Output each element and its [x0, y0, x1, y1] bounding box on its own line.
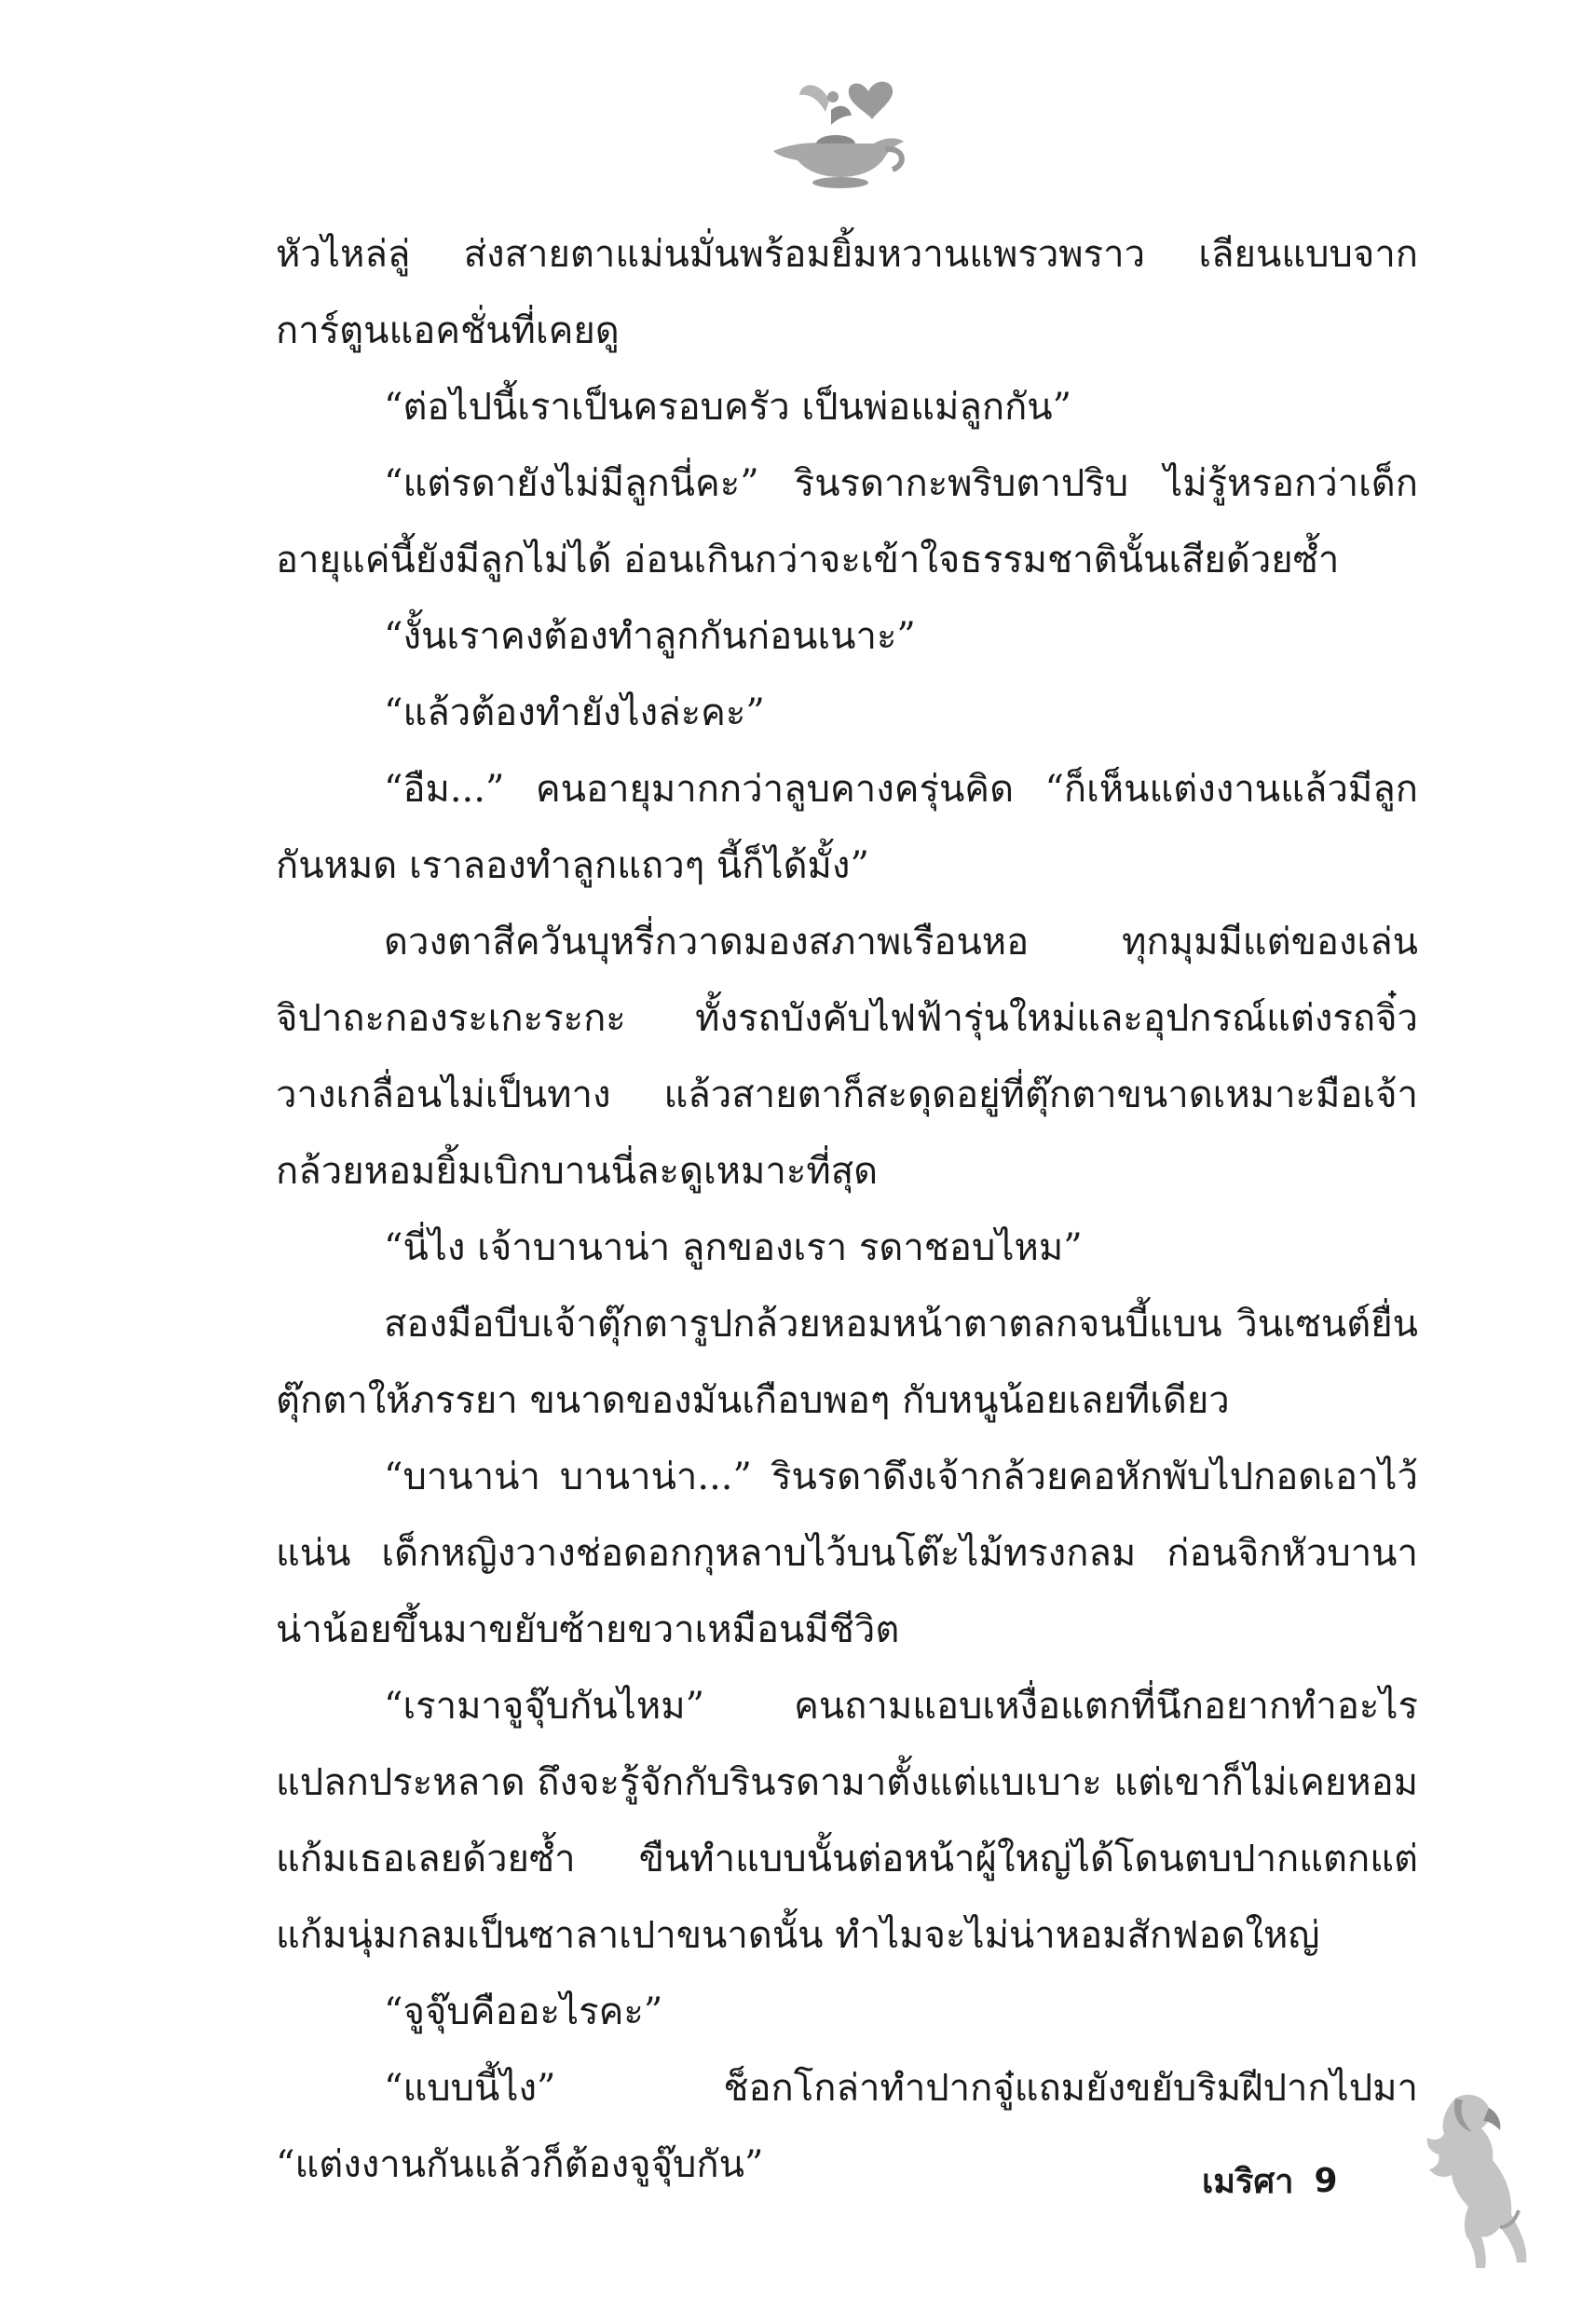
page-footer — [1202, 2153, 1338, 2208]
genie-lamp-icon — [764, 54, 913, 194]
paragraph-8: “นี่ไง เจ้าบานาน่า ลูกของเรา รดาชอบไหม” — [384, 1226, 1083, 1269]
book-title: เมริศา — [1202, 2162, 1294, 2201]
paragraph-10: “บานาน่า บานาน่า...” รินรดาดึงเจ้ากล้วยคอหักพับไปกอดเอาไว้แน่น เด็กหญิงวางช่อดอกกุหลาบไว้บนโต๊ะไม้ทรงกลม ก่อนจิกหัวบานาน่าน้อยขึ้นมาขยับซ้ายขวาเหมือนมีชีวิต — [276, 1456, 1418, 1651]
paragraph-12: “จูจุ๊บคืออะไรคะ” — [384, 1990, 663, 2033]
rearing-horse-icon — [1398, 2087, 1537, 2274]
paragraph-5: “แล้วต้องทำยังไงล่ะคะ” — [384, 691, 765, 734]
paragraph-13: “แบบนี้ไง” ช็อกโกล่าทำปากจู๋แถมยังขยับริมฝีปากไปมา “แต่งงานกันแล้วก็ต้องจูจุ๊บกัน” — [276, 2067, 1418, 2186]
page-number: 9 — [1314, 2161, 1338, 2200]
paragraph-6: “อืม...” คนอายุมากกว่าลูบคางครุ่นคิด “ก็เห็นแต่งงานแล้วมีลูกกันหมด เราลองทำลูกแถวๆ นี้ก็ได้มั้ง” — [276, 768, 1418, 887]
paragraph-7: ดวงตาสีควันบุหรี่กวาดมองสภาพเรือนหอ ทุกมุมมีแต่ของเล่นจิปาถะกองระเกะระกะ ทั้งรถบังคับไฟฟ้ารุ่นใหม่และอุปกรณ์แต่งรถจิ๋ววางเกลื่อนไม่เป็นทาง แล้วสายตาก็สะดุดอยู่ที่ตุ๊กตาขนาดเหมาะมือเจ้ากล้วยหอมยิ้มเบิกบานนี่ละดูเหมาะที่สุด — [276, 921, 1418, 1193]
paragraph-1: หัวไหล่ลู่ ส่งสายตาแม่นมั่นพร้อมยิ้มหวานแพรวพราว เลียนแบบจากการ์ตูนแอคชั่นที่เคยดู — [276, 233, 1418, 352]
story-text — [276, 216, 1418, 2203]
paragraph-9: สองมือบีบเจ้าตุ๊กตารูปกล้วยหอมหน้าตาตลกจนบี้แบน วินเซนต์ยื่นตุ๊กตาให้ภรรยา ขนาดของมันเกือบพอๆ กับหนูน้อยเลยทีเดียว — [276, 1303, 1418, 1422]
paragraph-3: “แต่รดายังไม่มีลูกนี่คะ” รินรดากะพริบตาปริบ ไม่รู้หรอกว่าเด็กอายุแค่นี้ยังมีลูกไม่ได้ อ่อนเกินกว่าจะเข้าใจธรรมชาตินั้นเสียด้วยซ้ำ — [276, 462, 1418, 581]
paragraph-11: “เรามาจูจุ๊บกันไหม” คนถามแอบเหงื่อแตกที่นึกอยากทำอะไรแปลกประหลาด ถึงจะรู้จักกับรินรดามาตั้งแต่แบเบาะ แต่เขาก็ไม่เคยหอมแก้มเธอเลยด้วยซ้ำ ขืนทำแบบนั้นต่อหน้าผู้ใหญ่ได้โดนตบปากแตกแต่แก้มนุ่มกลมเป็นซาลาเปาขนาดนั้น ทำไมจะไม่น่าหอมสักฟอดใหญ่ — [276, 1685, 1419, 1957]
paragraph-4: “งั้นเราคงต้องทำลูกกันก่อนเนาะ” — [384, 615, 916, 658]
paragraph-2: “ต่อไปนี้เราเป็นครอบครัว เป็นพ่อแม่ลูกกัน” — [384, 386, 1072, 429]
